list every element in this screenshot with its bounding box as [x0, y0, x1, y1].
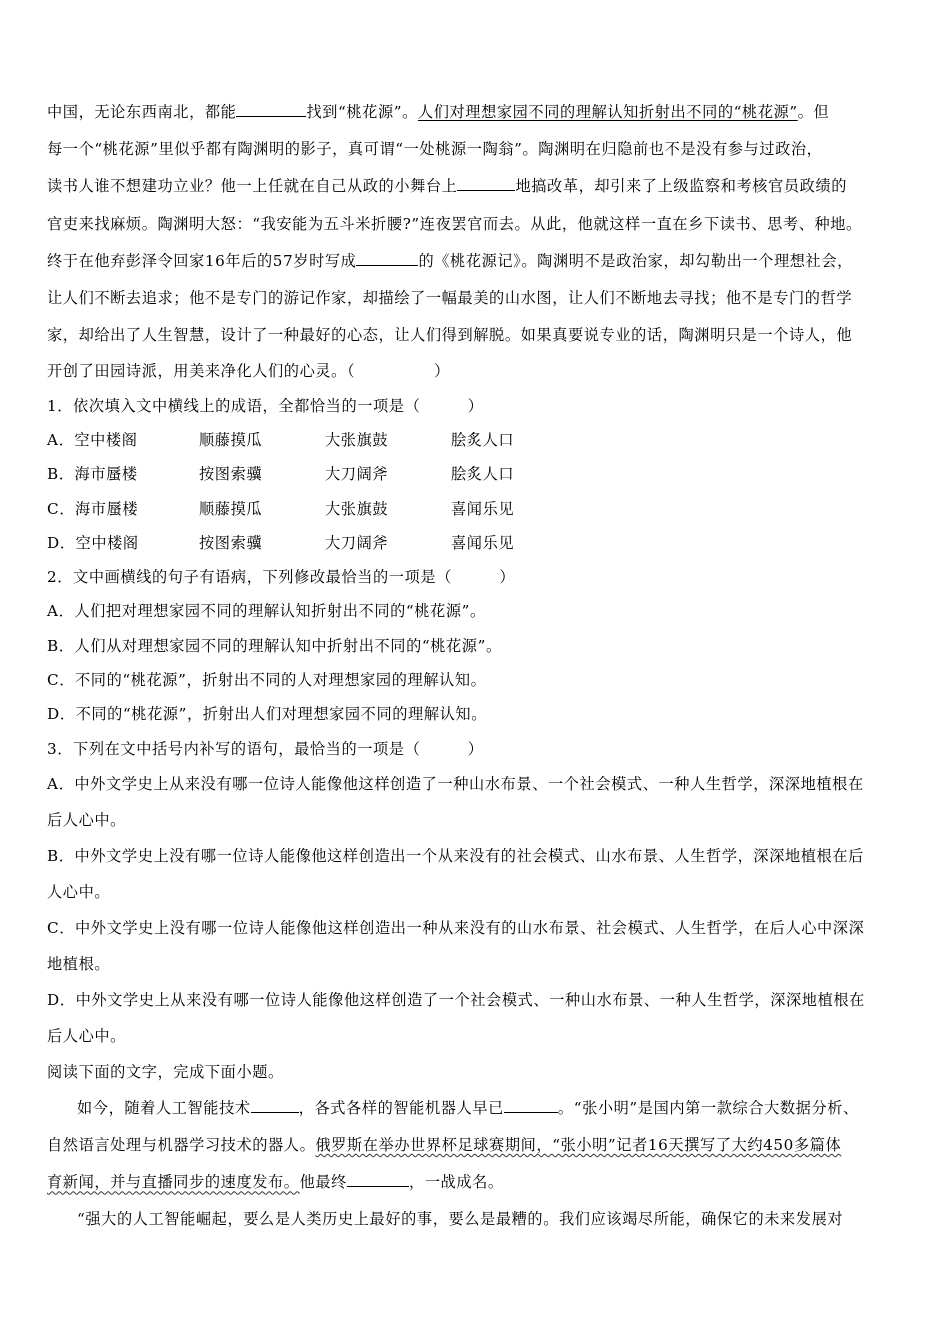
fill-blank [457, 176, 515, 191]
q1-option-b [47, 457, 907, 491]
text: 地植根。 [47, 954, 111, 973]
text: 自然语言处理与机器学习技术的器人。 [47, 1136, 316, 1155]
text: ，一战成名。 [408, 1173, 504, 1192]
q2-option-b [47, 629, 907, 663]
text: 他最终 [299, 1173, 347, 1192]
q3-option-b-cont [47, 874, 907, 910]
q1-option-d [47, 526, 907, 560]
wavy-underlined-sentence: 育新闻，并与直播同步的速度发布。 [47, 1173, 300, 1192]
option-word: 按图索骥 [199, 465, 263, 484]
text: D．不同的“桃花源”，折射出人们对理想家园不同的理解认知。 [47, 705, 487, 724]
passage-line [47, 1201, 907, 1238]
option-word: 顺藤摸瓜 [199, 499, 263, 518]
text: C．中外文学史上没有哪一位诗人能像他这样创造出一种从来没有的山水布景、社会模式、人生哲学，在后人心中深深 [47, 918, 865, 937]
q3-option-d-cont [47, 1018, 907, 1054]
q3-option-c [47, 910, 907, 946]
text: 人心中。 [47, 882, 111, 901]
text: 读书人谁不想建功立业？他一上任就在自己从政的小舞台上 [47, 177, 458, 196]
text: 2．文中画横线的句子有语病，下列修改最恰当的一项是（ ） [47, 568, 516, 587]
text: “强大的人工智能崛起，要么是人类历史上最好的事，要么是最糟的。我们应该竭尽所能，确保它的未来发展对 [77, 1210, 844, 1229]
option-word: 顺藤摸瓜 [199, 430, 263, 449]
text: 官吏来找麻烦。陶渊明大怒：“我安能为五斗米折腰?”连夜罢官而去。从此，他就这样一直在乡下读书、思考、种地。 [47, 214, 862, 233]
option-word: 按图索骥 [199, 533, 263, 552]
text: 后人心中。 [47, 1026, 126, 1045]
text: C．不同的“桃花源”，折射出不同的人对理想家园的理解认知。 [47, 670, 487, 689]
text: 1．依次填入文中横线上的成语，全都恰当的一项是（ ） [47, 396, 484, 415]
q3-option-a [47, 766, 907, 802]
reading-instruction [47, 1054, 907, 1090]
text: 找到“桃花源”。 [306, 103, 418, 121]
passage-line [47, 354, 907, 388]
text: 阅读下面的文字，完成下面小题。 [47, 1062, 284, 1081]
option-word: D．空中楼阁 [47, 533, 139, 552]
fill-blank [347, 1172, 409, 1187]
text: 中国，无论东西南北，都能 [47, 103, 237, 121]
q2-option-a [47, 594, 907, 628]
text: 的《桃花源记》。陶渊明不是政治家，却勾勒出一个理想社会， [418, 251, 853, 270]
q3-option-d [47, 982, 907, 1018]
passage-line [47, 206, 907, 243]
question-1-stem [47, 389, 907, 423]
option-word: 大张旗鼓 [325, 430, 389, 449]
option-word: 大刀阔斧 [325, 465, 389, 484]
option-word: 大张旗鼓 [325, 499, 389, 518]
q3-option-b [47, 838, 907, 874]
text: 地搞改革，却引来了上级监察和考核官员政绩的 [515, 177, 848, 196]
text: B．人们从对理想家园不同的理解认知中折射出不同的“桃花源”。 [47, 636, 502, 655]
fill-blank [504, 1098, 558, 1113]
q3-option-a-cont [47, 802, 907, 838]
fill-blank [236, 102, 306, 117]
underlined-sentence: 人们对理想家园不同的理解认知折射出不同的“桃花源” [417, 103, 798, 121]
text: 。但 [797, 103, 830, 121]
option-word: A．空中楼阁 [47, 430, 138, 449]
option-word: 喜闻乐见 [451, 499, 515, 518]
option-word: 脍炙人口 [451, 430, 515, 449]
text: A．中外文学史上从来没有哪一位诗人能像他这样创造了一种山水布景、一个社会模式、一种人生哲学，深深地植根在 [47, 774, 864, 793]
option-word: 喜闻乐见 [451, 533, 515, 552]
option-word: C．海市蜃楼 [47, 499, 139, 518]
text: ，各式各样的智能机器人早已 [298, 1098, 504, 1117]
fill-blank [251, 1098, 299, 1113]
q2-option-c [47, 663, 907, 697]
q3-option-c-cont [47, 946, 907, 982]
text: 让人们不断去追求；他不是专门的游记作家，却描绘了一幅最美的山水图，让人们不断地去寻找；他不是专门的哲学 [47, 288, 853, 307]
text: 3．下列在文中括号内补写的语句，最恰当的一项是（ ） [47, 739, 484, 758]
text: D．中外文学史上从来没有哪一位诗人能像他这样创造了一个社会模式、一种山水布景、一种人生哲学，深深地植根在 [47, 990, 865, 1009]
passage-line [47, 94, 907, 131]
passage-line [47, 1127, 907, 1164]
passage-line [47, 280, 907, 317]
question-2-stem [47, 560, 907, 594]
question-3-stem [47, 732, 907, 766]
passage-line [47, 131, 907, 168]
text: 后人心中。 [47, 810, 126, 829]
fill-blank [356, 251, 418, 266]
q1-option-a [47, 423, 907, 457]
text: 家，却给出了人生智慧，设计了一种最好的心态，让人们得到解脱。如果真要说专业的话，陶渊明只是一个诗人，他 [47, 326, 853, 345]
option-word: 脍炙人口 [451, 465, 515, 484]
passage-line [47, 168, 907, 205]
text: B．中外文学史上没有哪一位诗人能像他这样创造出一个从来没有的社会模式、山水布景、人生哲学，深深地植根在后 [47, 846, 864, 865]
text: 终于在他弃彭泽令回家16年后的57岁时写成 [47, 251, 357, 270]
text: 开创了田园诗派，用美来净化人们的心灵。（ ） [47, 362, 450, 381]
passage-line [47, 317, 907, 354]
q2-option-d [47, 697, 907, 731]
passage-line [47, 1164, 907, 1201]
option-word: 大刀阔斧 [325, 533, 389, 552]
wavy-underlined-sentence: 俄罗斯在举办世界杯足球赛期间，“张小明”记者16天撰写了大约450多篇体 [315, 1136, 842, 1155]
option-word: B．海市蜃楼 [47, 465, 138, 484]
text: 每一个“桃花源”里似乎都有陶渊明的影子，真可谓“一处桃源一陶翁”。陶渊明在归隐前也不是没有参与过政治， [47, 140, 823, 159]
passage-line [47, 243, 907, 280]
q1-option-c [47, 492, 907, 526]
passage-line [47, 1090, 907, 1127]
text: A．人们把对理想家园不同的理解认知折射出不同的“桃花源”。 [47, 602, 486, 621]
text: 如今，随着人工智能技术 [77, 1098, 251, 1117]
text: 。“张小明”是国内第一款综合大数据分析、 [557, 1098, 859, 1117]
document-page [47, 94, 907, 1239]
